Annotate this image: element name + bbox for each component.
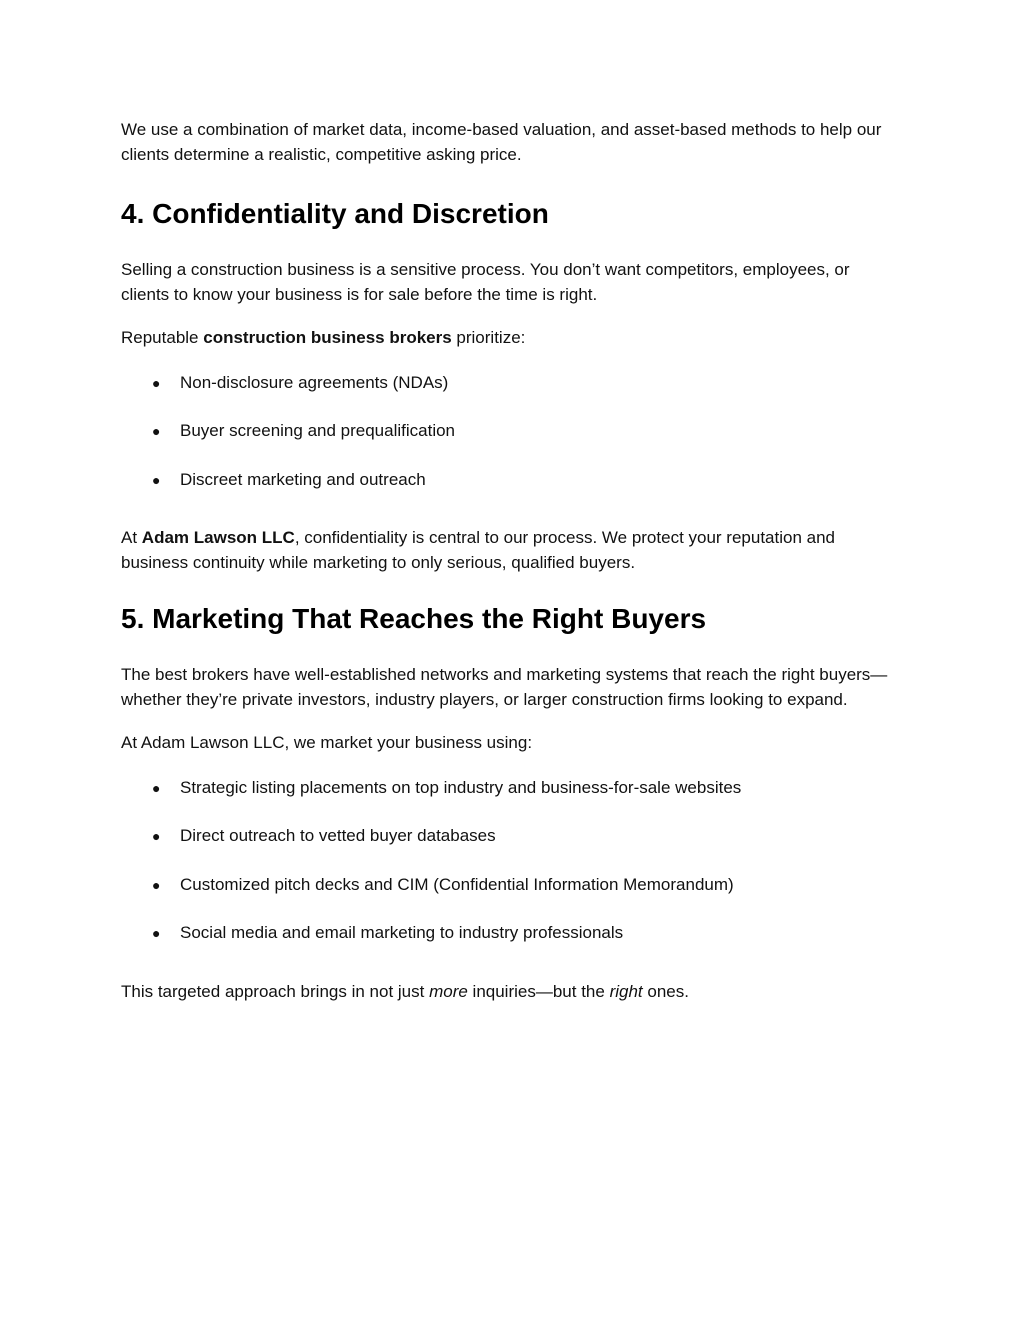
section-4-bullet-list	[121, 371, 901, 493]
section-4-heading: 4. Confidentiality and Discretion	[121, 198, 549, 229]
document-page	[121, 118, 901, 1004]
section-5-paragraph-3	[121, 980, 901, 1005]
list-item-text: Non-disclosure agreements (NDAs)	[180, 372, 449, 392]
italic-text: more	[429, 981, 468, 1001]
text-run: ones.	[642, 981, 689, 1001]
list-item-text: Direct outreach to vetted buyer databases	[180, 826, 496, 845]
list-item	[121, 371, 901, 396]
list-item-text: Strategic listing placements on top industry and business-for-sale websites	[180, 777, 742, 797]
list-item	[121, 824, 901, 849]
list-item	[121, 419, 901, 444]
bullet-icon: ●	[152, 471, 161, 488]
intro-paragraph: We use a combination of market data, income-based valuation, and asset-based methods to help our clients determine a realistic, competitive asking price.	[121, 120, 882, 164]
section-5-heading: 5. Marketing That Reaches the Right Buyers	[121, 603, 707, 634]
text-run: prioritize:	[451, 328, 526, 347]
bullet-icon: ●	[152, 779, 161, 796]
list-item-text: Discreet marketing and outreach	[180, 469, 426, 489]
bullet-icon: ●	[152, 925, 161, 941]
section-5-paragraph-1: The best brokers have well-established networks and marketing systems that reach the right buyers—whether they’re private investors, industry players, or larger construction firms looking to expand.	[121, 665, 888, 709]
bullet-icon: ●	[152, 423, 161, 439]
section-5-paragraph-2: At Adam Lawson LLC, we market your business using:	[121, 733, 533, 752]
text-run: inquiries—but the	[467, 981, 610, 1001]
section-4-paragraph-2	[121, 326, 901, 351]
list-item	[121, 921, 901, 946]
text-run: , confidentiality is central to our process. We protect your reputation and business continuity while marketing to only serious, qualified buyers.	[121, 528, 836, 572]
list-item	[121, 776, 901, 801]
text-run: Reputable	[121, 328, 204, 347]
italic-text: right	[609, 981, 643, 1001]
text-run: At	[121, 528, 142, 547]
bullet-icon: ●	[152, 374, 161, 391]
section-5-bullet-list	[121, 776, 901, 946]
bullet-icon: ●	[152, 876, 161, 893]
list-item	[121, 873, 901, 898]
bullet-icon: ●	[152, 828, 161, 844]
section-4-paragraph-1: Selling a construction business is a sensitive process. You don’t want competitors, employees, or clients to know your business is for sale before the time is right.	[121, 260, 850, 304]
list-item-text: Buyer screening and prequalification	[180, 421, 456, 440]
list-item-text: Social media and email marketing to industry professionals	[180, 923, 624, 942]
list-item-text: Customized pitch decks and CIM (Confidential Information Memorandum)	[180, 874, 734, 894]
bold-text: Adam Lawson LLC	[141, 528, 295, 547]
text-run: This targeted approach brings in not just	[121, 981, 430, 1001]
bold-text: construction business brokers	[203, 328, 452, 347]
section-4-paragraph-3	[121, 526, 901, 575]
list-item	[121, 468, 901, 493]
